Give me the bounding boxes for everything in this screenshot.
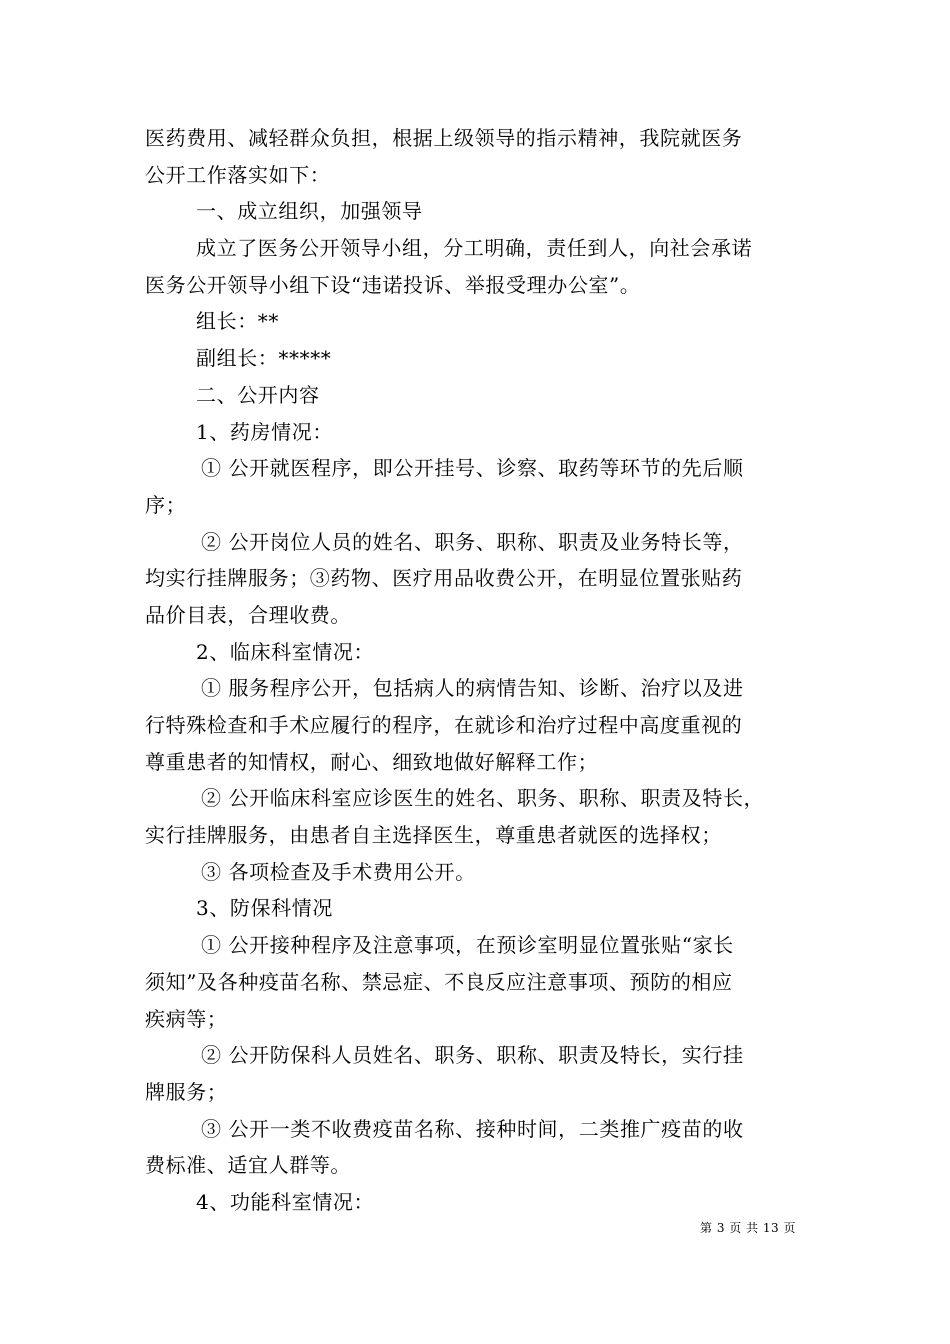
list-item-line: 序； — [145, 492, 187, 517]
list-item-line: 费标准、适宜人群等。 — [145, 1153, 351, 1178]
list-item-line: ① 公开就医程序，即公开挂号、诊察、取药等环节的先后顺 — [201, 456, 744, 481]
list-item-line: 须知”及各种疫苗名称、禁忌症、不良反应注意事项、预防的相应 — [145, 969, 733, 994]
list-item-line: ① 服务程序公开，包括病人的病情告知、诊断、治疗以及进 — [201, 676, 744, 701]
list-item-line: 行特殊检查和手术应履行的程序，在就诊和治疗过程中高度重视的 — [145, 713, 743, 737]
list-item-line: ③ 公开一类不收费疫苗名称、接种时间，二类推广疫苗的收 — [201, 1116, 744, 1141]
section-heading: 一、成立组织，加强领导 — [196, 199, 423, 224]
list-item-line: 均实行挂牌服务；③药物、医疗用品收费公开，在明显位置张贴药 — [145, 566, 743, 591]
paragraph-line: 公开工作落实如下： — [145, 162, 331, 187]
list-item-line: ② 公开岗位人员的姓名、职务、职称、职责及业务特长等， — [201, 529, 744, 554]
list-item-line: 疾病等； — [145, 1006, 228, 1031]
list-item-line: ② 公开临床科室应诊医生的姓名、职务、职称、职责及特长， — [201, 786, 765, 811]
paragraph-line: 成立了医务公开领导小组，分工明确，责任到人，向社会承诺 — [196, 236, 753, 261]
list-item-line: 品价目表，合理收费。 — [145, 602, 351, 627]
page-number: 第 3 页 共 13 页 — [700, 1221, 796, 1235]
list-item-line: ① 公开接种程序及注意事项，在预诊室明显位置张贴“家长 — [201, 933, 734, 958]
subsection-heading: 2、临床科室情况： — [196, 639, 375, 664]
list-item-line: ② 公开防保科人员姓名、职务、职称、职责及特长，实行挂 — [201, 1043, 744, 1068]
paragraph-line: 医药费用、减轻群众负担，根据上级领导的指示精神，我院就医务 — [145, 126, 743, 150]
list-item-line: 实行挂牌服务，由患者自主选择医生，尊重患者就医的选择权； — [145, 823, 722, 848]
subsection-heading: 4、功能科室情况： — [196, 1189, 375, 1214]
subsection-heading: 3、防保科情况 — [196, 896, 333, 921]
paragraph-line: 医务公开领导小组下设“违诺投诉、举报受理办公室”。 — [145, 272, 641, 297]
list-item-line: 牌服务； — [145, 1079, 228, 1104]
subsection-heading: 1、药房情况： — [196, 419, 333, 444]
document-body — [145, 120, 813, 1221]
list-item-line: ③ 各项检查及手术费用公开。 — [201, 859, 476, 884]
paragraph-line: 组长：** — [196, 309, 279, 334]
paragraph-line: 副组长：***** — [196, 346, 332, 371]
list-item-line: 尊重患者的知情权，耐心、细致地做好解释工作； — [145, 749, 599, 774]
section-heading: 二、公开内容 — [196, 382, 320, 407]
